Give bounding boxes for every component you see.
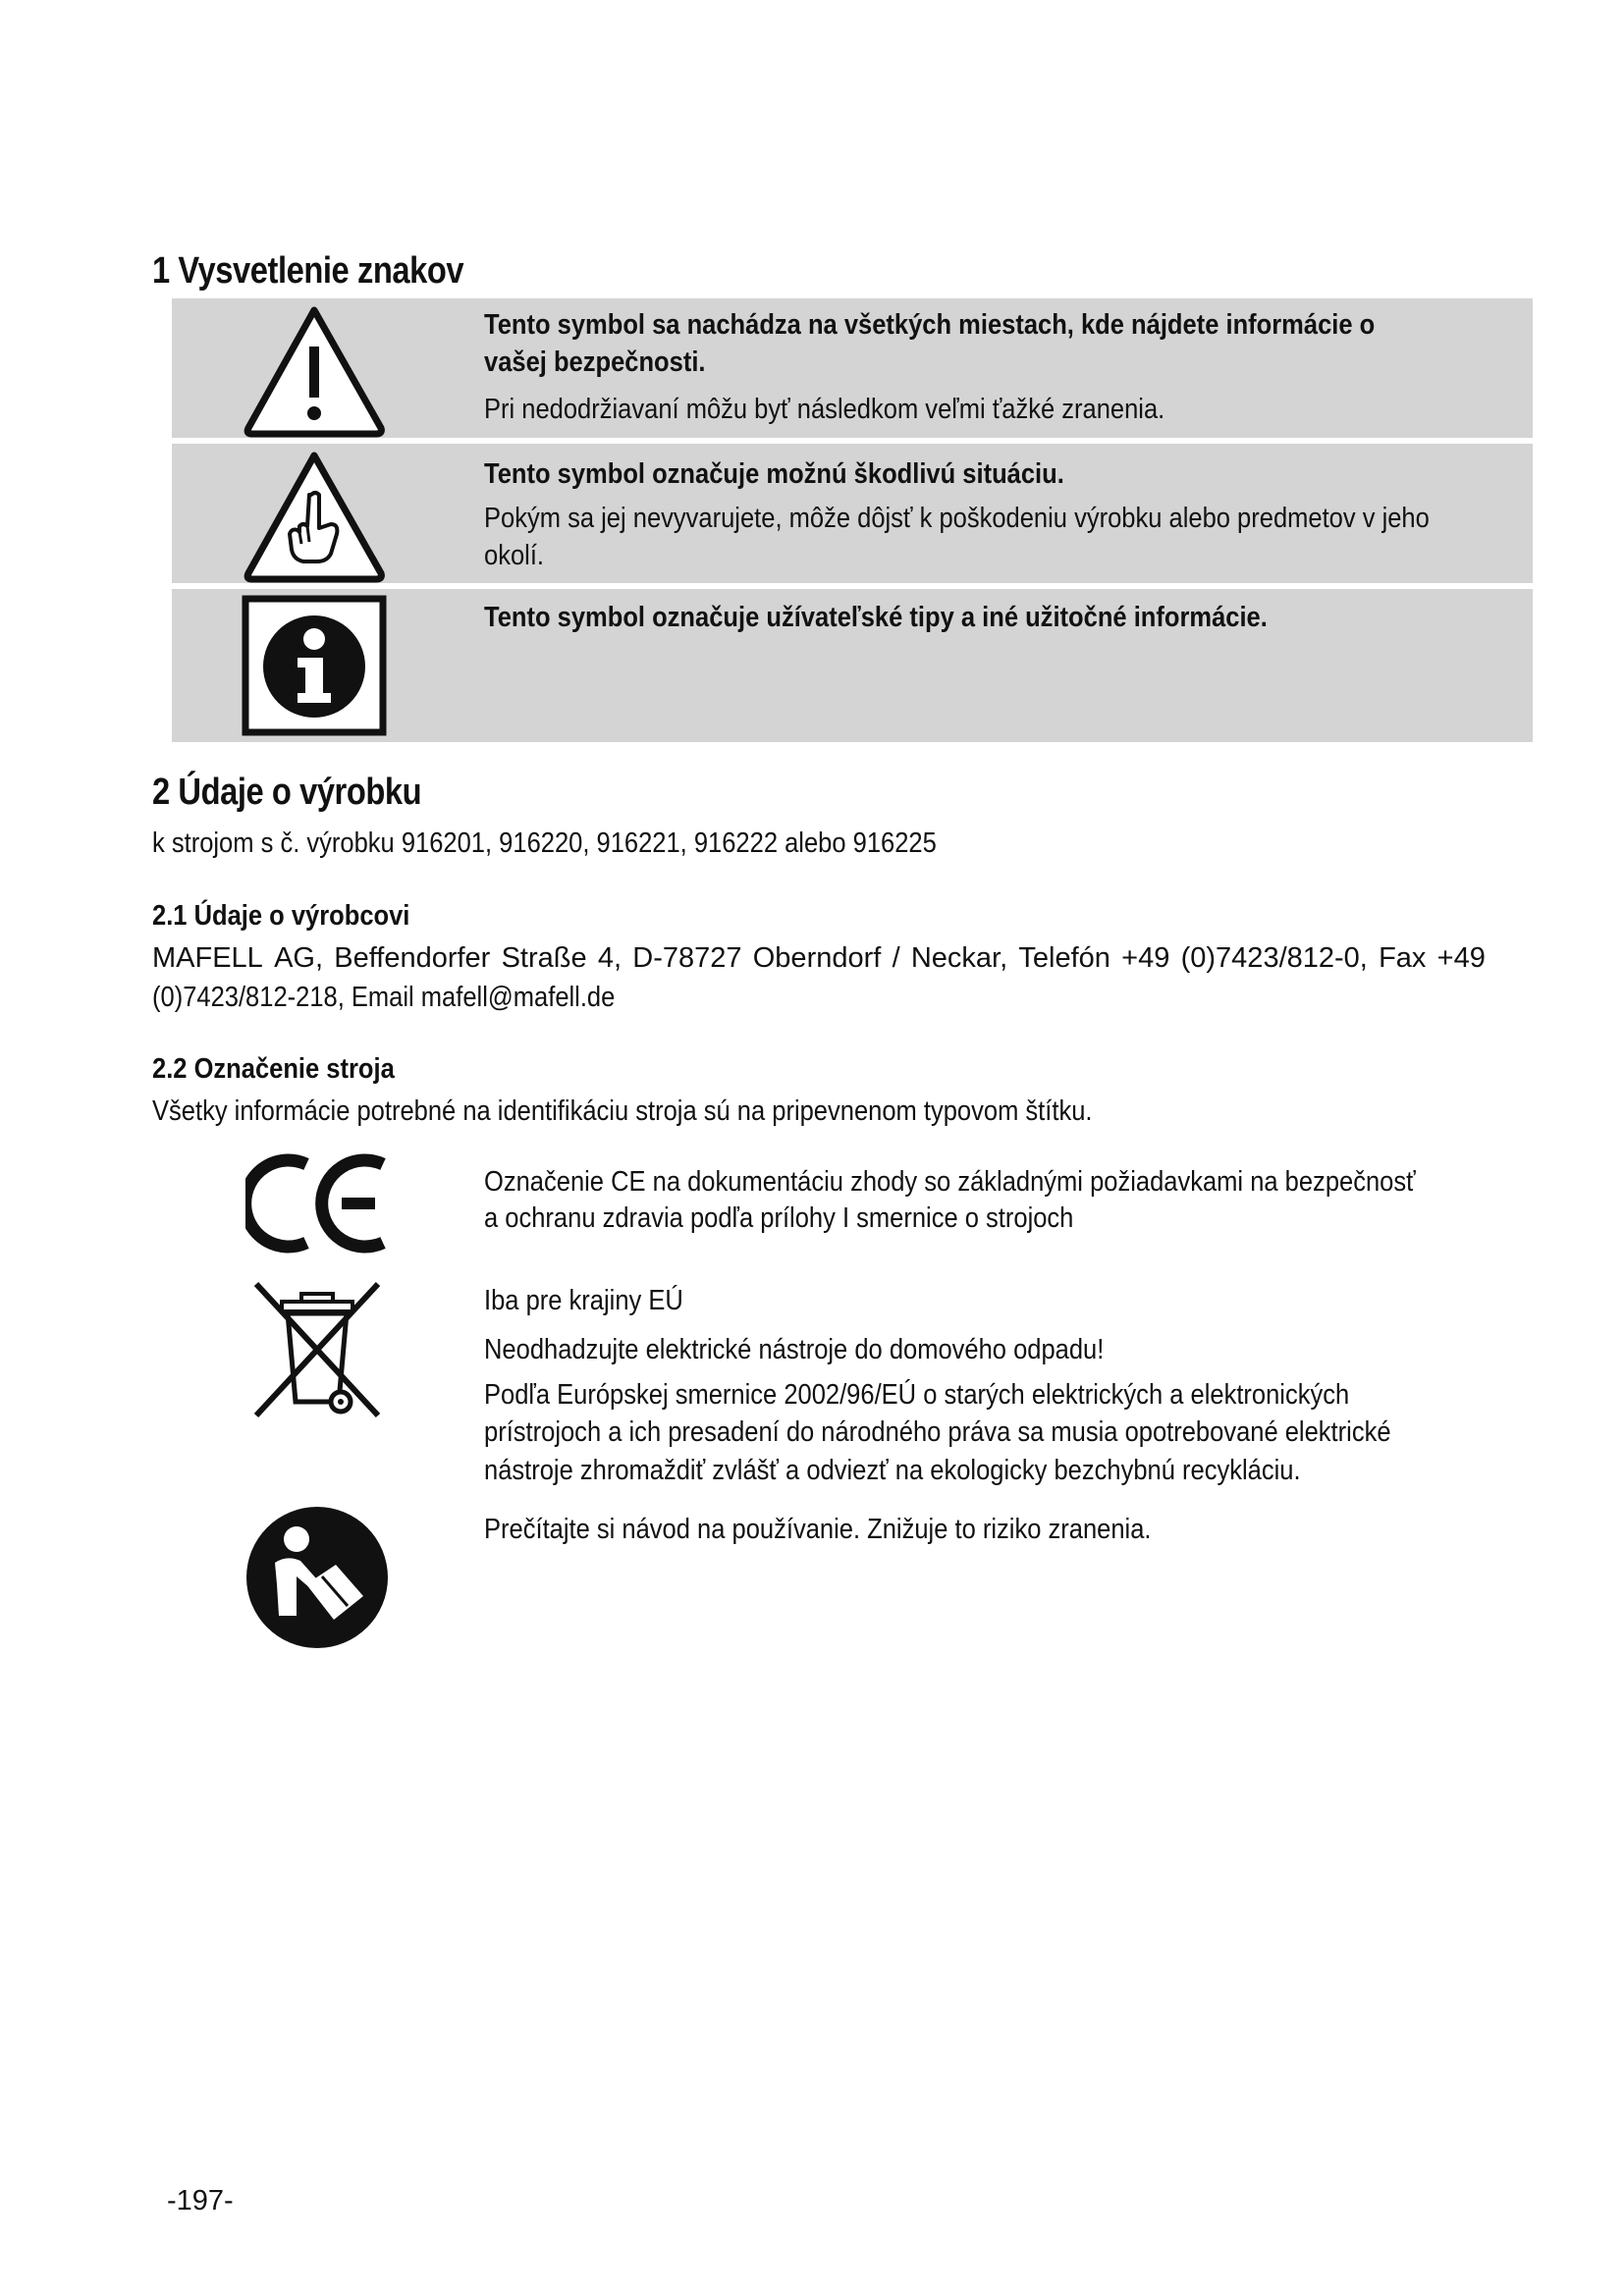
manufacturer-word: Fax bbox=[1379, 942, 1427, 974]
warning-text-line1: Pri nedodržiavaní môžu byť následkom veľmi ťažké zranenia. bbox=[484, 394, 1165, 425]
section2-intro: k strojom s č. výrobku 916201, 916220, 916221, 916222 alebo 916225 bbox=[152, 828, 937, 859]
manufacturer-word: AG, bbox=[274, 942, 324, 974]
manufacturer-word: (0)7423/812-0, bbox=[1180, 942, 1368, 974]
manufacturer-word: +49 bbox=[1121, 942, 1170, 974]
info-icon bbox=[241, 595, 388, 736]
weee-text-line4: prístrojoch a ich presadení do národného práva sa musia opotrebované elektrické bbox=[484, 1416, 1391, 1448]
weee-text-line2: Neodhadzujte elektrické nástroje do domového odpadu! bbox=[484, 1334, 1105, 1365]
weee-text-line1: Iba pre krajiny EÚ bbox=[484, 1285, 683, 1316]
warning-triangle-icon bbox=[241, 302, 388, 440]
symbol-row-warning bbox=[172, 298, 1533, 438]
manufacturer-word: / bbox=[892, 942, 900, 974]
weee-text-line5: nástroje zhromaždiť zvlášť a odviezť na ekologicky bezchybnú recykláciu. bbox=[484, 1455, 1301, 1486]
manufacturer-word: Straße bbox=[501, 942, 587, 974]
warning-title-line2: vašej bezpečnosti. bbox=[484, 347, 706, 378]
subsection-2-1-heading: 2.1 Údaje o výrobcovi bbox=[152, 900, 410, 932]
caution-text-line1: Pokým sa jej nevyvarujete, môže dôjsť k poškodeniu výrobku alebo predmetov v jeho bbox=[484, 503, 1430, 534]
read-manual-icon bbox=[245, 1506, 389, 1649]
manufacturer-word: Beffendorfer bbox=[334, 942, 491, 974]
manufacturer-line1 bbox=[152, 939, 1486, 977]
caution-text-line2: okolí. bbox=[484, 540, 545, 571]
section1-heading: 1 Vysvetlenie znakov bbox=[152, 250, 464, 292]
caution-hand-triangle-icon bbox=[241, 448, 388, 585]
info-title-line1: Tento symbol označuje užívateľské tipy a iné užitočné informácie. bbox=[484, 602, 1268, 633]
subsection-2-2-heading: 2.2 Označenie stroja bbox=[152, 1053, 395, 1085]
weee-text-line3: Podľa Európskej smernice 2002/96/EÚ o starých elektrických a elektronických bbox=[484, 1379, 1350, 1411]
page-number: -197- bbox=[167, 2185, 234, 2216]
manufacturer-word: Telefón bbox=[1018, 942, 1110, 974]
ce-mark-icon bbox=[245, 1150, 391, 1256]
section2-heading: 2 Údaje o výrobku bbox=[152, 772, 422, 813]
manufacturer-word: +49 bbox=[1436, 942, 1486, 974]
manufacturer-word: Neckar, bbox=[910, 942, 1008, 974]
ce-text-line1: Označenie CE na dokumentáciu zhody so základnými požiadavkami na bezpečnosť bbox=[484, 1166, 1416, 1198]
caution-title-line1: Tento symbol označuje možnú škodlivú situáciu. bbox=[484, 458, 1064, 490]
subsection-2-2-intro: Všetky informácie potrebné na identifikáciu stroja sú na pripevnenom typovom štítku. bbox=[152, 1095, 1093, 1127]
manufacturer-word: Oberndorf bbox=[752, 942, 882, 974]
manual-text-line1: Prečítajte si návod na používanie. Znižuje to riziko zranenia. bbox=[484, 1514, 1152, 1545]
symbol-row-info bbox=[172, 589, 1533, 742]
crossed-bin-icon bbox=[250, 1280, 384, 1419]
symbol-row-caution bbox=[172, 444, 1533, 583]
manufacturer-line2: (0)7423/812-218, Email mafell@mafell.de bbox=[152, 982, 616, 1013]
manufacturer-word: D-78727 bbox=[632, 942, 742, 974]
warning-title-line1: Tento symbol sa nachádza na všetkých miestach, kde nájdete informácie o bbox=[484, 309, 1376, 341]
manufacturer-word: MAFELL bbox=[152, 942, 263, 974]
manufacturer-word: 4, bbox=[597, 942, 623, 974]
ce-text-line2: a ochranu zdravia podľa prílohy I smernice o strojoch bbox=[484, 1202, 1074, 1234]
